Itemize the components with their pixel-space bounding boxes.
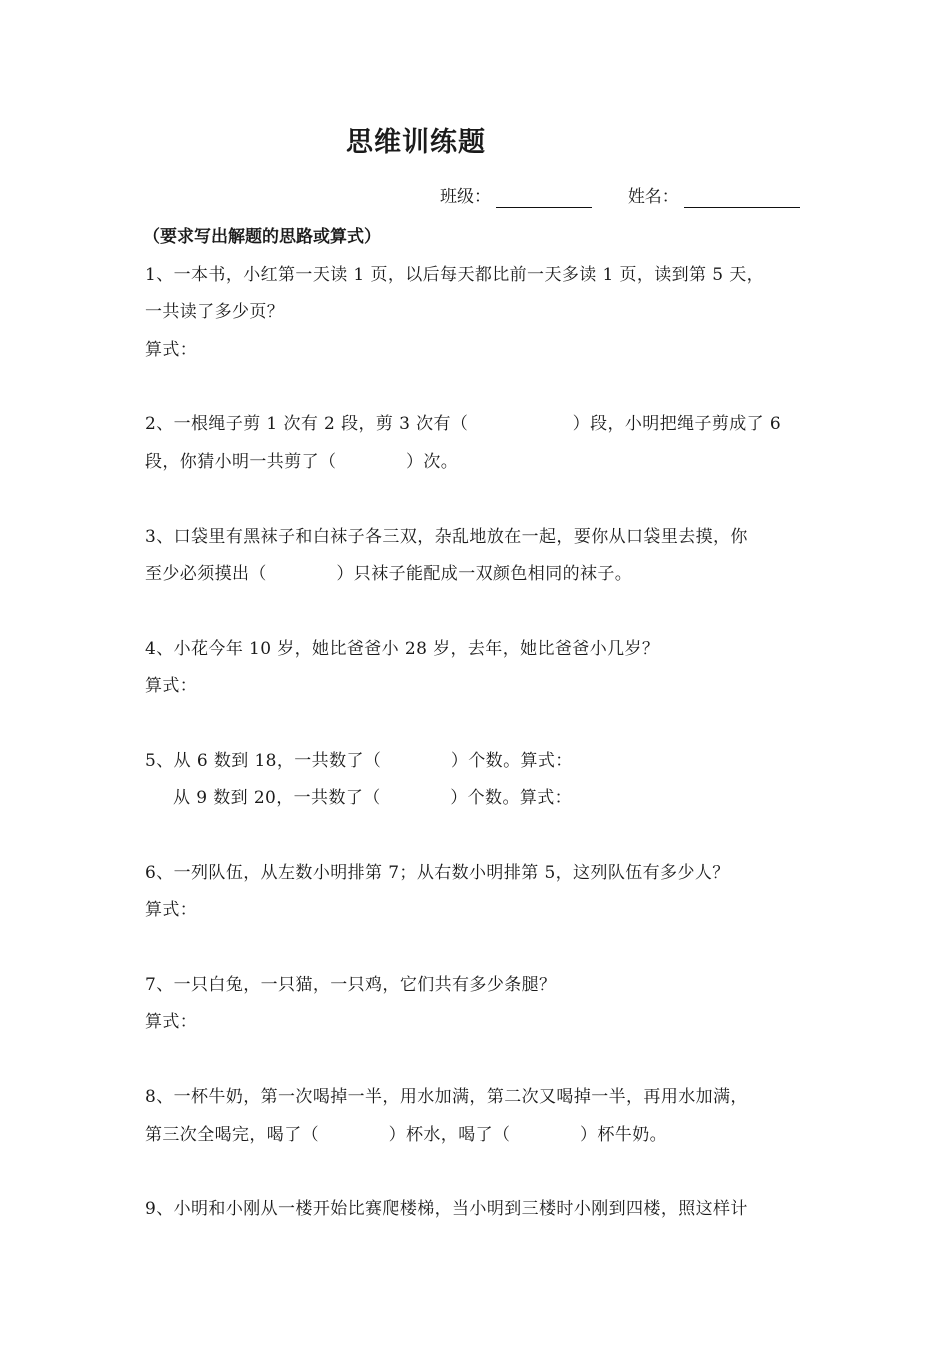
question-3-line-2: 至少必须摸出（ ）只袜子能配成一双颜色相同的袜子。	[145, 564, 633, 584]
question-7-line-1: 7、一只白兔，一只猫，一只鸡，它们共有多少条腿？	[145, 975, 557, 995]
question-1-answer-label: 算式：	[145, 340, 198, 360]
question-8-line-1: 8、一杯牛奶，第一次喝掉一半，用水加满，第二次又喝掉一半，再用水加满，	[145, 1087, 748, 1107]
question-9-line-1: 9、小明和小刚从一楼开始比赛爬楼梯，当小明到三楼时小刚到四楼，照这样计	[145, 1199, 748, 1219]
question-6-line-1: 6、一列队伍，从左数小明排第 7；从右数小明排第 5，这列队伍有多少人？	[145, 863, 730, 883]
name-label: 姓名：	[627, 187, 679, 207]
question-6-answer-label: 算式：	[145, 900, 198, 920]
class-label: 班级：	[440, 187, 491, 207]
question-8-line-2: 第三次全喝完，喝了（ ）杯水，喝了（ ）杯牛奶。	[145, 1125, 667, 1145]
question-4-line-1: 4、小花今年 10 岁，她比爸爸小 28 岁，去年，她比爸爸小几岁？	[145, 639, 660, 659]
instruction-note: （要求写出解题的思路或算式）	[143, 227, 381, 247]
question-2-line-2: 段，你猜小明一共剪了（ ）次。	[145, 452, 459, 472]
student-info	[440, 182, 800, 208]
question-4-answer-label: 算式：	[145, 676, 198, 696]
question-5-line-1: 5、从 6 数到 18，一共数了（ ）个数。算式：	[145, 751, 573, 771]
page-title: 思维训练题	[346, 127, 486, 158]
question-5-line-2: 从 9 数到 20，一共数了（ ）个数。算式：	[173, 788, 573, 808]
question-1-line-1: 1、一本书，小红第一天读 1 页，以后每天都比前一天多读 1 页，读到第 5 天，	[145, 265, 765, 285]
question-2-line-1: 2、一根绳子剪 1 次有 2 段，剪 3 次有（ ）段，小明把绳子剪成了 6	[145, 414, 782, 434]
question-1-line-2: 一共读了多少页？	[145, 302, 285, 322]
name-blank-line[interactable]	[684, 189, 800, 208]
question-3-line-1: 3、口袋里有黑袜子和白袜子各三双，杂乱地放在一起，要你从口袋里去摸，你	[145, 527, 748, 547]
question-7-answer-label: 算式：	[145, 1012, 198, 1032]
class-blank-line[interactable]	[496, 189, 592, 208]
